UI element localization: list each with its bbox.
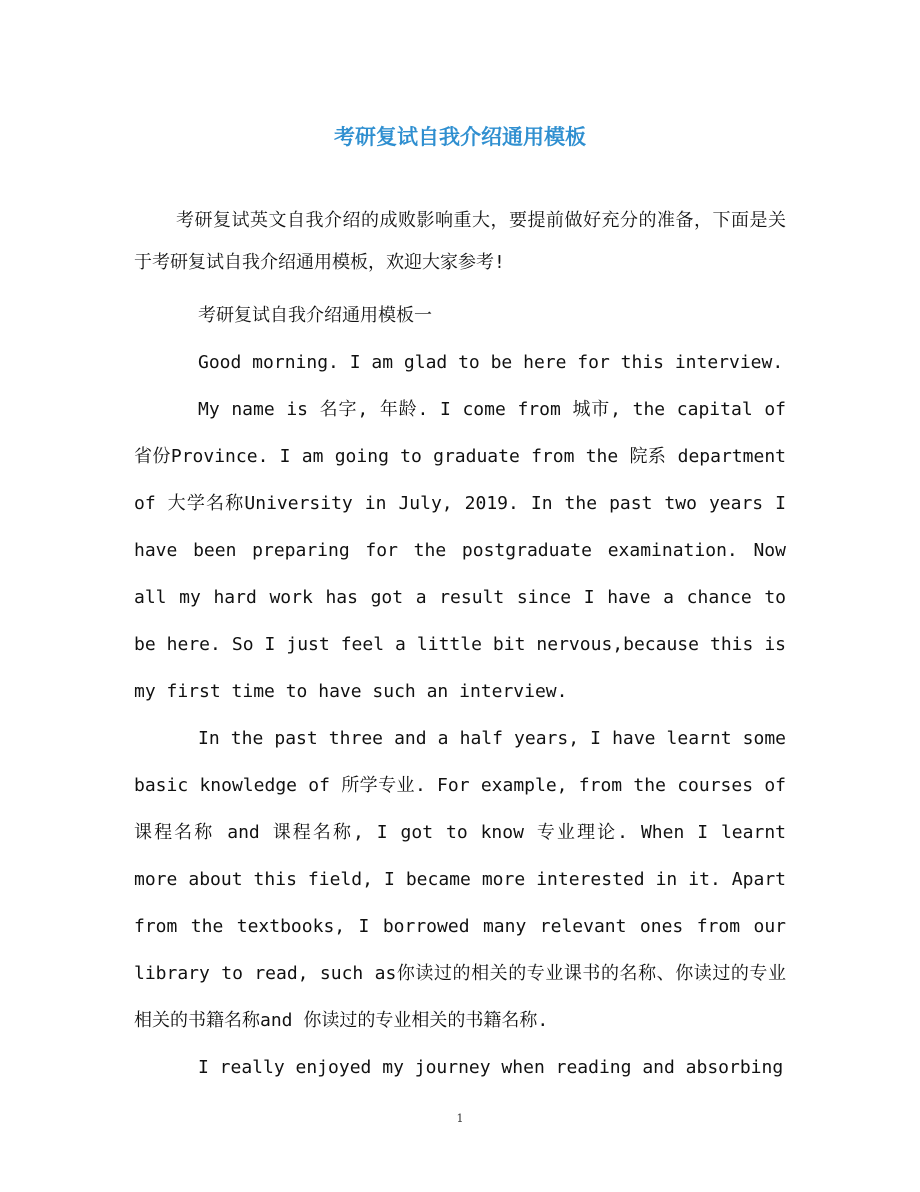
page-number: 1 <box>456 1112 464 1125</box>
study-paragraph: In the past three and a half years, I have learnt some basic knowledge of 所学专业. For example, from the courses of 课程名称 and 课程名称, I got to know 专业理论. When I learnt more about this field, I became more interested in it. Apart from the textbooks, I borrowed many relevant ones from our library to read, such as你读过的相关的专业课书的名称、你读过的专业相关的书籍名称and 你读过的专业相关的书籍名称. <box>134 728 786 1031</box>
document-body <box>134 200 786 1091</box>
intro-paragraph: 考研复试英文自我介绍的成败影响重大，要提前做好充分的准备，下面是关于考研复试自我介绍通用模板，欢迎大家参考! <box>134 210 786 273</box>
background-paragraph: My name is 名字, 年龄. I come from 城市, the capital of 省份Province. I am going to graduate from the 院系 department of 大学名称University in July, 2019. In the past two years I have been preparing for the postgraduate examination. Now all my hard work has got a result since I have a chance to be here. So I just feel a little bit nervous,because this is my first time to have such an interview. <box>134 399 786 702</box>
greeting-paragraph: Good morning. I am glad to be here for this interview. <box>198 352 784 373</box>
document-title: 考研复试自我介绍通用模板 <box>334 124 586 149</box>
reading-paragraph: I really enjoyed my journey when reading and absorbing <box>198 1057 784 1078</box>
section-heading: 考研复试自我介绍通用模板一 <box>198 305 432 326</box>
